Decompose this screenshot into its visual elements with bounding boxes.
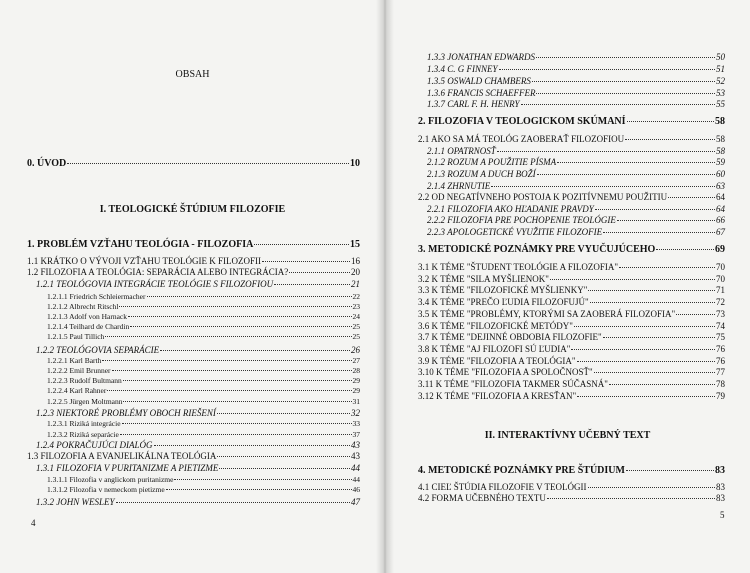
toc-entry-page: 64 (716, 204, 725, 214)
dot-leader (656, 249, 714, 250)
dot-leader (532, 81, 715, 82)
toc-entry (418, 345, 725, 354)
toc-entry-title: 1.2 FILOZOFIA A TEOLÓGIA: SEPARÁCIA ALEBO INTEGRÁCIA? (27, 267, 289, 277)
section-heading-2: II. INTERAKTÍVNY UČEBNÝ TEXT (484, 430, 651, 441)
toc-entry (427, 65, 725, 74)
toc-entry-title: 1.2.2.2 Emil Brunner (47, 366, 111, 375)
toc-entry-title: 1.2.1.5 Paul Tillich (47, 332, 105, 341)
toc-entry-title: 2.2.1 FILOZOFIA AKO HĽADANIE PRAVDY (427, 204, 594, 214)
toc-entry-page: 64 (716, 192, 725, 202)
toc-entry (27, 452, 360, 461)
dot-leader (289, 272, 350, 273)
toc-entry (418, 380, 725, 389)
toc-entry-title: 1.3.3 JONATHAN EDWARDS (427, 52, 536, 62)
toc-entry (418, 368, 725, 377)
toc-entry (36, 346, 360, 355)
toc-entry-page: 70 (716, 274, 725, 284)
toc-entry (47, 293, 360, 301)
toc-entry-page: 27 (352, 356, 360, 365)
dot-leader (491, 186, 715, 187)
toc-entry-title: 3.9 K TÉME "FILOZOFIA A TEOLÓGIA" (418, 356, 576, 366)
toc-entry-title: 2.1.4 ZHRNUTIE (427, 181, 491, 191)
toc-entry (418, 263, 725, 272)
toc-entry (427, 100, 725, 109)
toc-entry-title: 2.1 AKO SA MÁ TEOLÓG ZAOBERAŤ FILOZOFIOU (418, 134, 625, 144)
toc-entry (36, 409, 360, 418)
dot-leader (119, 306, 351, 307)
toc-entry-title: 2.1.2 ROZUM A POUŽITIE PÍSMA (427, 157, 557, 167)
dot-leader (626, 470, 714, 471)
toc-entry-title: 3. METODICKÉ POZNÁMKY PRE VYUČUJÚCEHO (418, 244, 656, 255)
toc-entry-page: 72 (716, 297, 725, 307)
dot-leader (536, 57, 715, 58)
toc-entry (418, 494, 725, 503)
dot-leader (676, 314, 715, 315)
toc-entry-page: 59 (716, 157, 725, 167)
dot-leader (617, 220, 715, 221)
toc-entry-page: 76 (716, 356, 725, 366)
toc-entry-title: 3.12 K TÉME "FILOZOFIA A KRESŤAN" (418, 391, 577, 401)
toc-entry-title: 3.7 K TÉME "DEJINNÉ OBDOBIA FILOZOFIE" (418, 332, 602, 342)
toc-entry-title: 3.2 K TÉME "SILA MYŠLIENOK" (418, 274, 549, 284)
toc-entry-title: 1.2.2.4 Karl Rahner (47, 386, 107, 395)
toc-entry (47, 333, 360, 341)
toc-entry-page: 21 (351, 279, 360, 289)
right-page (385, 0, 750, 573)
toc-entry (47, 357, 360, 365)
toc-entry-page: 20 (351, 267, 360, 277)
dot-leader (574, 326, 715, 327)
toc-entry-title: 2.1.1 OPATRNOSŤ (427, 146, 496, 156)
toc-entry (27, 257, 360, 266)
toc-entry (47, 420, 360, 428)
toc-entry (418, 286, 725, 295)
toc-entry (418, 135, 725, 144)
dot-leader (550, 279, 715, 280)
toc-entry-page: 76 (716, 344, 725, 354)
toc-entry-title: 1.2.1 TEOLÓGOVIA INTEGRÁCIE TEOLÓGIE S FILOZOFIOU (36, 279, 274, 289)
toc-entry-page: 23 (352, 302, 360, 311)
toc-entry-page: 77 (716, 367, 725, 377)
toc-entry-page: 47 (351, 497, 360, 507)
dot-leader (160, 350, 350, 351)
toc-entry (427, 228, 725, 237)
toc-entry-page: 15 (350, 239, 360, 250)
toc-entry (27, 159, 360, 169)
dot-leader (627, 121, 714, 122)
toc-entry-title: 4. METODICKÉ POZNÁMKY PRE ŠTÚDIUM (418, 465, 625, 476)
dot-leader (497, 151, 715, 152)
dot-leader (123, 380, 352, 381)
toc-entry-title: 1.3.1.2 Filozofia v nemeckom pietizme (47, 485, 165, 494)
dot-leader (603, 337, 715, 338)
toc-entry (418, 322, 725, 331)
toc-entry (47, 486, 360, 494)
toc-entry-page: 55 (716, 99, 725, 109)
toc-entry-title: 1.2.2.3 Rudolf Bultmann (47, 376, 122, 385)
toc-entry (47, 398, 360, 406)
toc-entry-title: 1.3.6 FRANCIS SCHAEFFER (427, 88, 536, 98)
dot-leader (254, 244, 349, 245)
dot-leader (590, 302, 715, 303)
dot-leader (588, 487, 716, 488)
toc-entry-page: 25 (352, 322, 360, 331)
toc-entry-title: 1.2.4 POKRAČUJÚCI DIALÓG (36, 440, 153, 450)
toc-entry-page: 28 (352, 366, 360, 375)
dot-leader (67, 163, 349, 164)
toc-entry (47, 303, 360, 311)
toc-entry (36, 280, 360, 289)
toc-entry-title: 2.2.2 FILOZOFIA PRE POCHOPENIE TEOLÓGIE (427, 215, 616, 225)
dot-leader (577, 361, 715, 362)
toc-entry (418, 357, 725, 366)
toc-entry (418, 193, 725, 202)
toc-entry (418, 117, 725, 127)
toc-entry-title: 3.6 K TÉME "FILOZOFICKÉ METÓDY" (418, 321, 573, 331)
toc-entry-title: 1.3.5 OSWALD CHAMBERS (427, 76, 531, 86)
dot-leader (217, 413, 350, 414)
toc-entry-page: 31 (352, 397, 360, 406)
toc-entry (36, 441, 360, 450)
toc-entry-title: 4.1 CIEĽ ŠTÚDIA FILOZOFIE V TEOLÓGII (418, 482, 587, 492)
toc-entry (418, 245, 725, 255)
dot-leader (521, 104, 715, 105)
toc-entry (27, 240, 360, 250)
toc-entry-page: 43 (351, 451, 360, 461)
dot-leader (499, 69, 715, 70)
toc-entry-title: 2. FILOZOFIA V TEOLOGICKOM SKÚMANÍ (418, 116, 626, 127)
toc-entry-page: 70 (716, 262, 725, 272)
toc-entry-title: 3.11 K TÉME "FILOZOFIA TAKMER SÚČASNÁ" (418, 379, 608, 389)
toc-entry-title: 1.2.1.4 Teilhard de Chardin (47, 322, 130, 331)
toc-entry-page: 75 (716, 332, 725, 342)
toc-entry-title: 1.3.1 FILOZOFIA V PURITANIZME A PIETIZME (36, 463, 219, 473)
toc-entry-page: 32 (351, 408, 360, 418)
toc-entry-page: 58 (716, 134, 725, 144)
dot-leader (120, 434, 352, 435)
dot-leader (122, 423, 352, 424)
toc-entry-title: 1.2.1.3 Adolf von Harnack (47, 312, 127, 321)
toc-entry-title: 3.4 K TÉME "PREČO ĽUDIA FILOZOFUJÚ" (418, 297, 589, 307)
toc-entry-title: 1.3.7 CARL F. H. HENRY (427, 99, 520, 109)
toc-entry-page: 63 (716, 181, 725, 191)
toc-entry (47, 476, 360, 484)
toc-entry-title: 1.2.1.2 Albrecht Ritschl (47, 302, 119, 311)
dot-leader (603, 232, 715, 233)
toc-entry-title: 2.2.3 APOLOGETICKÉ VYUŽITIE FILOZOFIE (427, 227, 603, 237)
dot-leader (595, 209, 715, 210)
toc-entry-title: 3.5 K TÉME "PROBLÉMY, KTORÝMI SA ZAOBERÁ FILOZOFIA" (418, 309, 676, 319)
toc-entry-page: 50 (716, 52, 725, 62)
dot-leader (128, 316, 352, 317)
toc-entry (427, 147, 725, 156)
toc-entry-page: 37 (352, 430, 360, 439)
dot-leader (668, 197, 715, 198)
dot-leader (166, 489, 352, 490)
toc-entry-page: 83 (716, 493, 725, 503)
dot-leader (147, 296, 352, 297)
toc-entry-page: 33 (352, 419, 360, 428)
toc-entry-page: 24 (352, 312, 360, 321)
dot-leader (588, 290, 715, 291)
toc-entry (418, 298, 725, 307)
dot-leader (154, 445, 351, 446)
toc-entry-page: 73 (716, 309, 725, 319)
dot-leader (102, 360, 351, 361)
toc-entry (27, 268, 360, 277)
dot-leader (557, 162, 715, 163)
toc-entry-page: 69 (715, 244, 725, 255)
toc-entry-title: 3.10 K TÉME "FILOZOFIA A SPOLOČNOSŤ" (418, 367, 593, 377)
toc-entry-page: 29 (352, 376, 360, 385)
toc-entry-page: 25 (352, 332, 360, 341)
toc-entry (47, 387, 360, 395)
toc-entry (47, 377, 360, 385)
toc-entry-title: 2.2 OD NEGATÍVNEHO POSTOJA K POZITÍVNEMU POUŽITIU (418, 192, 668, 202)
toc-entry (427, 182, 725, 191)
toc-entry-page: 83 (715, 465, 725, 476)
toc-entry-page: 60 (716, 169, 725, 179)
dot-leader (116, 502, 351, 503)
toc-entry-title: 3.1 K TÉME "ŠTUDENT TEOLÓGIE A FILOZOFIA" (418, 262, 619, 272)
toc-entry (427, 53, 725, 62)
toc-entry-title: 1.1 KRÁTKO O VÝVOJI VZŤAHU TEOLÓGIE K FILOZOFII (27, 256, 261, 266)
toc-entry (36, 464, 360, 473)
dot-leader (619, 267, 715, 268)
toc-entry (427, 89, 725, 98)
page-number-right: 5 (720, 510, 725, 520)
toc-entry-page: 74 (716, 321, 725, 331)
toc-entry-title: 1.2.2 TEOLÓGOVIA SEPARÁCIE (36, 345, 160, 355)
toc-entry-title: 1.2.3.2 Riziká separácie (47, 430, 119, 439)
toc-entry-page: 10 (350, 158, 360, 169)
toc-entry-page: 44 (351, 463, 360, 473)
toc-entry (47, 367, 360, 375)
dot-leader (537, 174, 715, 175)
dot-leader (217, 456, 350, 457)
toc-entry-title: 1.2.3 NIEKTORÉ PROBLÉMY OBOCH RIEŠENÍ (36, 408, 216, 418)
toc-entry-title: 3.8 K TÉME "AJ FILOZOFI SÚ ĽUDIA" (418, 344, 571, 354)
dot-leader (174, 479, 351, 480)
dot-leader (219, 468, 350, 469)
toc-entry-page: 67 (716, 227, 725, 237)
dot-leader (262, 261, 350, 262)
toc-entry (427, 158, 725, 167)
toc-entry-page: 44 (352, 475, 360, 484)
toc-entry-title: 0. ÚVOD (27, 158, 67, 169)
dot-leader (625, 139, 715, 140)
section-heading-1: I. TEOLOGICKÉ ŠTÚDIUM FILOZOFIE (99, 204, 286, 215)
toc-entry-title: 1.2.2.1 Karl Barth (47, 356, 102, 365)
toc-entry-page: 58 (715, 116, 725, 127)
toc-entry (427, 77, 725, 86)
toc-entry-title: 1.3 FILOZOFIA A EVANJELIKÁLNA TEOLÓGIA (27, 451, 217, 461)
toc-entry-page: 71 (716, 285, 725, 295)
toc-entry (427, 205, 725, 214)
toc-entry (418, 392, 725, 401)
dot-leader (536, 93, 715, 94)
toc-entry (418, 310, 725, 319)
toc-entry-page: 26 (351, 345, 360, 355)
toc-entry-title: 1.2.1.1 Friedrich Schleiermacher (47, 292, 146, 301)
toc-entry-page: 51 (716, 64, 725, 74)
toc-entry (47, 323, 360, 331)
toc-entry-page: 66 (716, 215, 725, 225)
toc-entry (47, 431, 360, 439)
dot-leader (609, 384, 715, 385)
toc-entry-title: 3.3 K TÉME "FILOZOFICKÉ MYŠLIENKY" (418, 285, 588, 295)
toc-entry-title: 1.3.4 C. G FINNEY (427, 64, 498, 74)
page-number-left: 4 (31, 518, 36, 528)
toc-title: OBSAH (175, 69, 210, 80)
toc-entry-title: 2.1.3 ROZUM A DUCH BOŽÍ (427, 169, 536, 179)
toc-entry (418, 483, 725, 492)
toc-entry-page: 43 (351, 440, 360, 450)
toc-entry-page: 46 (352, 485, 360, 494)
toc-entry-page: 58 (716, 146, 725, 156)
toc-entry-title: 1. PROBLÉM VZŤAHU TEOLÓGIA - FILOZOFIA (27, 239, 254, 250)
dot-leader (577, 396, 715, 397)
toc-entry-page: 78 (716, 379, 725, 389)
toc-entry (427, 170, 725, 179)
toc-entry-title: 1.2.2.5 Jürgen Moltmann (47, 397, 123, 406)
toc-entry (418, 333, 725, 342)
dot-leader (105, 336, 351, 337)
dot-leader (594, 372, 715, 373)
toc-entry-title: 4.2 FORMA UČEBNÉHO TEXTU (418, 493, 546, 503)
toc-entry-title: 1.3.2 JOHN WESLEY (36, 497, 115, 507)
toc-entry-page: 29 (352, 386, 360, 395)
dot-leader (547, 498, 715, 499)
toc-entry-page: 22 (352, 292, 360, 301)
dot-leader (123, 401, 351, 402)
toc-entry (36, 498, 360, 507)
toc-entry-page: 52 (716, 76, 725, 86)
toc-entry (47, 313, 360, 321)
toc-entry-title: 1.2.3.1 Riziká integrácie (47, 419, 121, 428)
toc-entry (427, 216, 725, 225)
toc-entry-page: 16 (351, 256, 360, 266)
dot-leader (107, 390, 351, 391)
toc-entry (418, 466, 725, 476)
dot-leader (130, 326, 351, 327)
toc-entry-page: 83 (716, 482, 725, 492)
toc-entry-page: 53 (716, 88, 725, 98)
dot-leader (274, 284, 350, 285)
dot-leader (571, 349, 715, 350)
toc-entry (418, 275, 725, 284)
dot-leader (112, 370, 352, 371)
toc-entry-title: 1.3.1.1 Filozofia v anglickom puritanizme (47, 475, 174, 484)
toc-entry-page: 79 (716, 391, 725, 401)
